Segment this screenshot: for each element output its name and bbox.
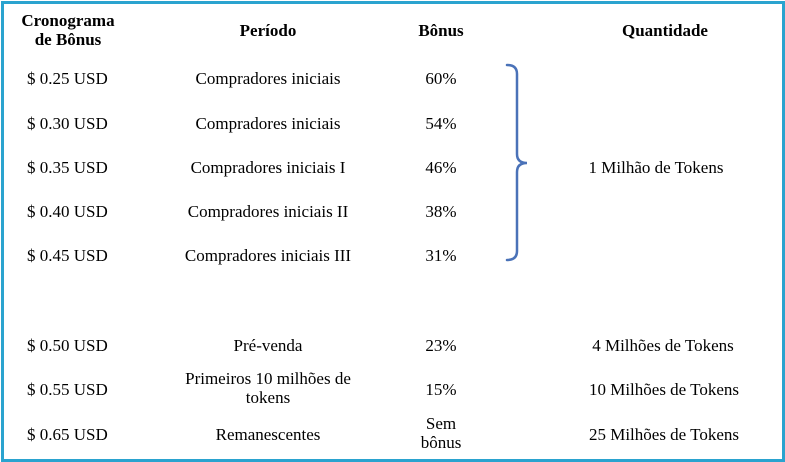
row-price: $ 0.50 USD [27,336,108,355]
row-price: $ 0.65 USD [27,425,108,444]
row-quantity: 25 Milhões de Tokens [588,425,740,444]
header-quantity: Quantidade [622,21,708,40]
group-quantity: 1 Milhão de Tokens [588,158,724,177]
row-bonus: 46% [425,158,457,177]
row-period: Compradores iniciais [195,114,341,133]
header-bonus: Bônus [418,21,464,40]
row-bonus: 31% [425,246,457,265]
row-bonus: 23% [425,336,457,355]
row-bonus: 15% [425,380,457,399]
row-period: Compradores iniciais [195,69,341,88]
row-quantity: 10 Milhões de Tokens [588,380,740,399]
row-period: Remanescentes [215,425,321,444]
row-price: $ 0.35 USD [27,158,108,177]
header-schedule: Cronograma de Bônus [21,11,115,49]
row-price: $ 0.55 USD [27,380,108,399]
row-period: Pré-venda [233,336,303,355]
right-brace-icon [497,62,537,264]
row-price: $ 0.45 USD [27,246,108,265]
row-bonus: 54% [425,114,457,133]
row-bonus: Sem bônus [420,414,462,452]
row-period: Compradores iniciais II [187,202,349,221]
row-price: $ 0.40 USD [27,202,108,221]
row-price: $ 0.25 USD [27,69,108,88]
row-period: Compradores iniciais I [190,158,346,177]
row-quantity: 4 Milhões de Tokens [592,336,734,355]
row-period: Compradores iniciais III [184,246,352,265]
row-price: $ 0.30 USD [27,114,108,133]
header-period: Período [239,21,297,40]
row-bonus: 38% [425,202,457,221]
row-period: Primeiros 10 milhões de tokens [185,369,351,407]
row-bonus: 60% [425,69,457,88]
